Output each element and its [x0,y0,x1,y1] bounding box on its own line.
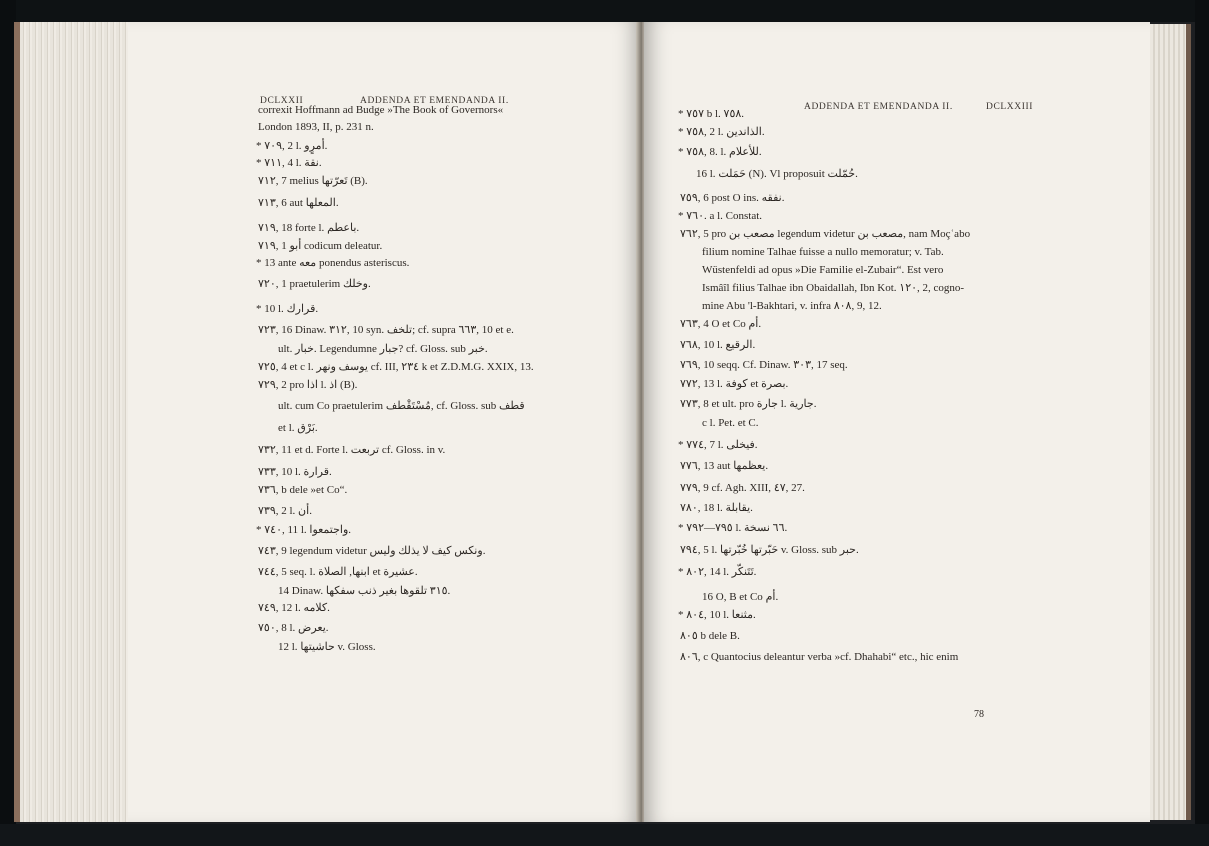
right-page-text-line: ٧٥٩, 6 post O ins. نفقه. [680,192,785,204]
left-page-text-line: * ٧١١, 4 l. نقة. [256,157,322,169]
right-page-text-line: ٨٠٦, c Quantocius deleantur verba »cf. Dhahabi“ etc., hic enim [680,651,959,663]
left-page-text-line: 14 Dinaw. ٣١٥ تلقوها بغير ذنب سفكها. [278,585,451,597]
left-page-text-line: ٧٢٣, 16 Dinaw. ٣١٢, 10 syn. تلخف; cf. supra ٦٦٣, 10 et e. [258,324,514,336]
left-page-text-line: * 10 l. قرارك. [256,303,319,315]
right-page-text-line: * ٨٠٤, 10 l. مثنعا. [678,609,756,621]
right-page-text-line: ٧٦٣, 4 O et Co أم. [680,318,762,330]
right-page-text-line: ٧٦٨, 10 l. الرقيع. [680,339,756,351]
right-page-text-line: * ٧٧٤, 7 l. فيخلى. [678,439,758,451]
left-page-text-line: ٧٣٦, b dele »et Co“. [258,484,348,496]
left-page-text-line: et l. بَرْق. [278,422,318,434]
left-page-text-line: * 13 ante معه ponendus asteriscus. [256,257,410,269]
left-page-text-line: ٧٤٤, 5 seq. l. ابنها, الصلاة et عشيرة. [258,566,418,578]
left-page-text-line: ٧٢٥, 4 et c l. يوسف ونهر cf. III, ٢٣٤ k et Z.D.M.G. XXIX, 13. [258,361,534,373]
left-page-text-line: ult. خبار. Legendumne جبار? cf. Gloss. sub خبر. [278,343,488,355]
left-running-head: ADDENDA ET EMENDANDA II. [360,96,509,106]
right-page-text-line: * ٧٥٨, 2 l. الذاندين. [678,126,765,138]
right-page-text-line: * ٧٦٠. a l. Constat. [678,210,763,222]
left-page-text-line: correxit Hoffmann ad Budge »The Book of Governors« [258,104,504,116]
right-running-head: ADDENDA ET EMENDANDA II. [804,102,953,112]
right-page-number: DCLXXIII [986,102,1034,112]
left-page-text-line: * ٧٠٩, 2 l. أمرٍو. [256,140,328,152]
right-page-text-line: Ismâîl filius Talhae ibn Obaidallah, Ibn Kot. ١٢٠, 2, cogno- [702,282,965,294]
right-page-text-line: * ٧٩٥—٧٩٢ l. ٦٦ نسخة. [678,522,788,534]
right-page-text-line: ٧٦٢, 5 pro مصعب بن legendum videtur مصعب بن, nam Moçʿabo [680,228,971,240]
right-page-text-line: filium nomine Talhae fuisse a nullo memoratur; v. Tab. [702,246,944,258]
left-page-text-line: ٧٢٩, 2 pro اذا l. اذ (B). [258,379,358,391]
right-page-text-line: ٧٧٢, 13 l. كوفة et بصرة. [680,378,789,390]
left-page-text-line: ٧٣٢, 11 et d. Forte l. تربعت cf. Gloss. in v. [258,444,446,456]
right-page-text-line: ٧٨٠, 18 l. يقابلة. [680,502,753,514]
left-page-text-line: ٧٤٣, 9 legendum videtur ونكس كيف لا يذلك وليس. [258,545,486,557]
left-page-text-line: ٧١٩, 18 forte l. باعطم. [258,222,360,234]
left-page-text-line: ٧١٩, 1 أبو codicum deleatur. [258,240,383,252]
left-page-text-line: ٧٣٣, 10 l. قرارة. [258,466,332,478]
left-page-text-line: ٧١٣, 6 aut المعلها. [258,197,339,209]
left-page-number: DCLXXII [260,96,304,106]
right-page-text-line: * ٨٠٢, 14 l. تَتَنكّر. [678,566,757,578]
left-page-text-line: ٧٤٩, 12 l. كلامه. [258,602,330,614]
right-page-text-line: ٧٧٦, 13 aut يعظمها. [680,460,769,472]
right-page-text-line: mine Abu 'l-Bakhtari, v. infra ٨٠٨, 9, 12. [702,300,882,312]
right-page-text-line: * ٧٥٨, 8. l. للأعلام. [678,146,762,158]
left-page-text-line: ٧٢٠, 1 praetulerim وخلك. [258,278,371,290]
left-page-text-line: ٧٥٠, 8 l. يعرض. [258,622,329,634]
background-cloth-top [0,0,1209,22]
left-page [128,22,640,822]
right-page-text-line: ٧٧٩, 9 cf. Agh. XIII, ٤٧, 27. [680,482,805,494]
background-cloth-right [1195,0,1209,846]
right-page-text-line: ٧٩٤, 5 l. حَبّرتها خُبّرتها v. Gloss. sub حبر. [680,544,859,556]
right-page-text-line: 16 O, B et Co أم. [702,591,779,603]
right-page-text-line: ٧٦٩, 10 seqq. Cf. Dinaw. ٣٠٣, 17 seq. [680,359,848,371]
left-page-edges [14,22,136,822]
right-page-text-line: Wüstenfeldi ad opus »Die Familie el-Zubair“. Est vero [702,264,944,276]
right-page-text-line: 16 l. حَمَلت (N). Vl proposuit حُمّلت. [696,168,858,180]
left-page-text-line: * ٧٤٠, 11 l. واجتمعوا. [256,524,352,536]
right-page-text-line: c l. Pet. et C. [702,417,759,429]
right-page-edges [1148,24,1191,820]
left-page-text-line: ٧٣٩, 2 l. أن. [258,505,312,517]
background-cloth-bottom [0,824,1209,846]
left-page-text-line: ٧١٢, 7 melius تَعرّتها (B). [258,175,368,187]
right-page [644,22,1150,822]
right-footer-number: 78 [974,709,984,720]
left-page-text-line: 12 l. حاشيتها v. Gloss. [278,641,376,653]
right-page-text-line: * ٧٥٧ b l. ٧٥٨. [678,108,745,120]
right-page-text-line: ٨٠٥ b dele B. [680,630,740,642]
left-page-text-line: London 1893, II, p. 231 n. [258,121,374,133]
left-page-text-line: ult. cum Co praetulerim مُسْتَقْطف, cf. Gloss. sub قطف [278,400,525,412]
right-page-text-line: ٧٧٣, 8 et ult. pro جارة l. جارية. [680,398,817,410]
